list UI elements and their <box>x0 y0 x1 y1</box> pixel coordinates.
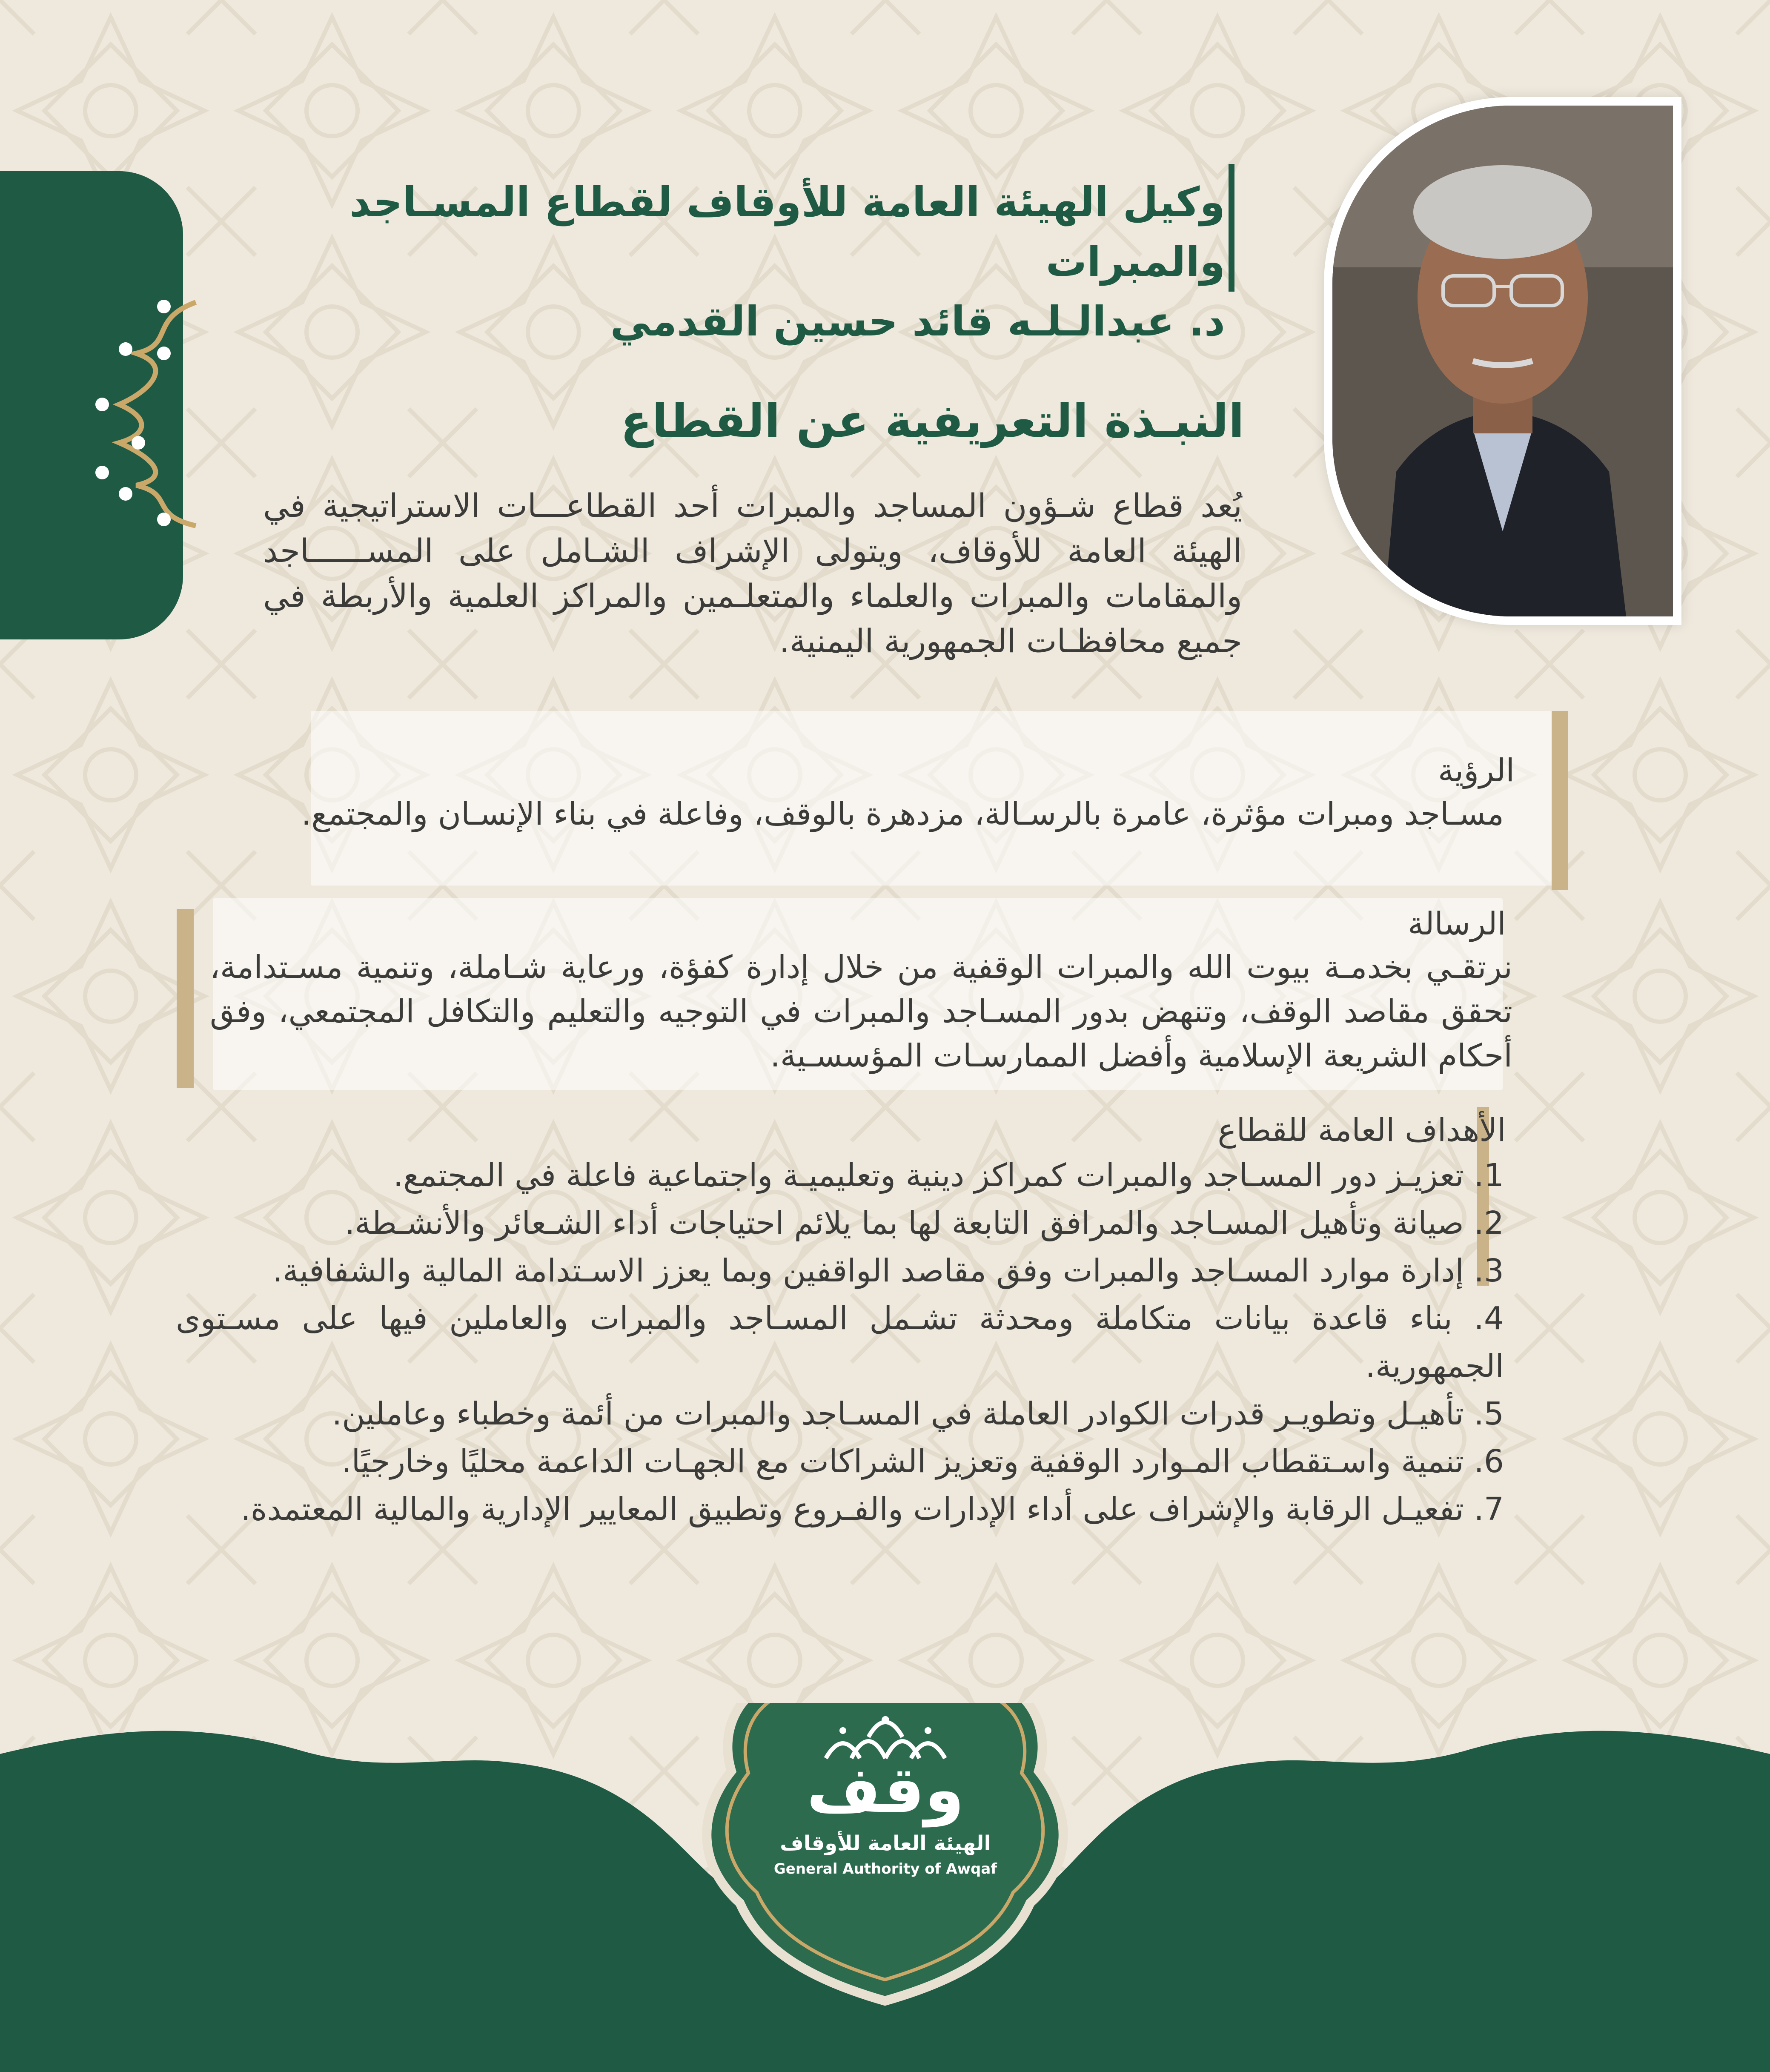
goal-text: تفعيـل الرقابة والإشراف على أداء الإدارات والفـروع وتطبيق المعايير الإدارية والمالية المعتمدة. <box>241 1491 1464 1527</box>
goal-number: 5. <box>1474 1396 1504 1432</box>
goal-item <box>176 1247 1504 1295</box>
mission-text: نرتقـي بخدمـة بيوت الله والمبرات الوقفية من خلال إدارة كفؤة، ورعاية شـاملة، وتنمية مسـتدامة، تحقق مقاصد الوقف، وتنهض بدور المسـاجد والمبرات في التوجيه والتعليم والتكافل المجتمعي، وفق أحكام الشريعة الإسلامية وأفضل الممارسـات المؤسسـية. <box>210 949 1512 1074</box>
goal-item <box>176 1199 1504 1247</box>
goal-item <box>176 1390 1504 1438</box>
intro-title: النبـذة التعريفية عن القطاع <box>620 395 1244 448</box>
goal-number: 7. <box>1474 1491 1504 1527</box>
portrait-photo <box>1332 106 1673 616</box>
mission-title: الرسالة <box>1408 906 1506 942</box>
goal-text: تنمية واسـتقطاب المـوارد الوقفية وتعزيز الشراكات مع الجهـات الداعمة محليًا وخارجيًا. <box>341 1443 1464 1480</box>
goals-title: الأهداف العامة للقطاع <box>1217 1112 1506 1149</box>
mission-accent-bar <box>177 909 194 1088</box>
logo-name-en: General Authority of Awqaf <box>773 1860 997 1877</box>
goals-list <box>176 1152 1504 1533</box>
header-accent-bar <box>1229 164 1234 292</box>
goal-number: 3. <box>1474 1252 1504 1289</box>
vision-text: مسـاجد ومبرات مؤثرة، عامرة بالرسـالة، مزدهرة بالوقف، وفاعلة في بناء الإنسـان والمجتمع. <box>301 796 1504 832</box>
goal-item <box>176 1295 1504 1390</box>
goal-number: 2. <box>1474 1205 1504 1241</box>
goal-number: 4. <box>1474 1300 1504 1337</box>
goal-text: تعزيـز دور المسـاجد والمبرات كمراكز دينية وتعليميـة واجتماعية فاعلة في المجتمع. <box>393 1157 1464 1194</box>
header-title: وكيل الهيئة العامة للأوقاف لقطاع المسـاجد والمبرات <box>349 178 1225 286</box>
goal-item <box>176 1485 1504 1533</box>
header-name: د. عبدالـلـه قائد حسين القدمي <box>610 298 1225 345</box>
goal-text: إدارة موارد المسـاجد والمبرات وفق مقاصد الواقفين وبما يعزز الاسـتدامة المالية والشفافية. <box>272 1252 1464 1289</box>
goal-item <box>176 1152 1504 1199</box>
gold-ornament-icon <box>85 294 204 532</box>
vision-title: الرؤية <box>1438 752 1515 789</box>
logo-word: وقف <box>806 1753 965 1827</box>
logo-name-ar: الهيئة العامة للأوقاف <box>780 1831 991 1855</box>
portrait-photo-icon <box>1332 106 1673 616</box>
goal-number: 1. <box>1474 1157 1504 1194</box>
header <box>203 172 1225 351</box>
goal-number: 6. <box>1474 1443 1504 1480</box>
goal-text: تأهيـل وتطويـر قدرات الكوادر العاملة في المسـاجد والمبرات من أئمة وخطباء وعاملين. <box>332 1396 1464 1432</box>
goal-text: بناء قاعدة بيانات متكاملة ومحدثة تشـمل المسـاجد والمبرات والعاملين فيها على مسـتوى الجمهورية. <box>176 1300 1504 1384</box>
vision-accent-bar <box>1552 711 1568 890</box>
goal-item <box>176 1438 1504 1485</box>
goal-text: صيانة وتأهيل المسـاجد والمرافق التابعة لها بما يلائم احتياجات أداء الشـعائر والأنشـطة. <box>344 1205 1464 1241</box>
intro-text: يُعد قطاع شـؤون المساجد والمبرات أحد القطاعـــات الاستراتيجية في الهيئة العامة للأوقاف، ويتولى الإشراف الشـامل على المســــــاجد والمقامات والمبرات والعلماء والمتعلـمين والمراكز العلمية والأربطة في جميع محافظـات الجمهورية اليمنية. <box>263 487 1242 660</box>
